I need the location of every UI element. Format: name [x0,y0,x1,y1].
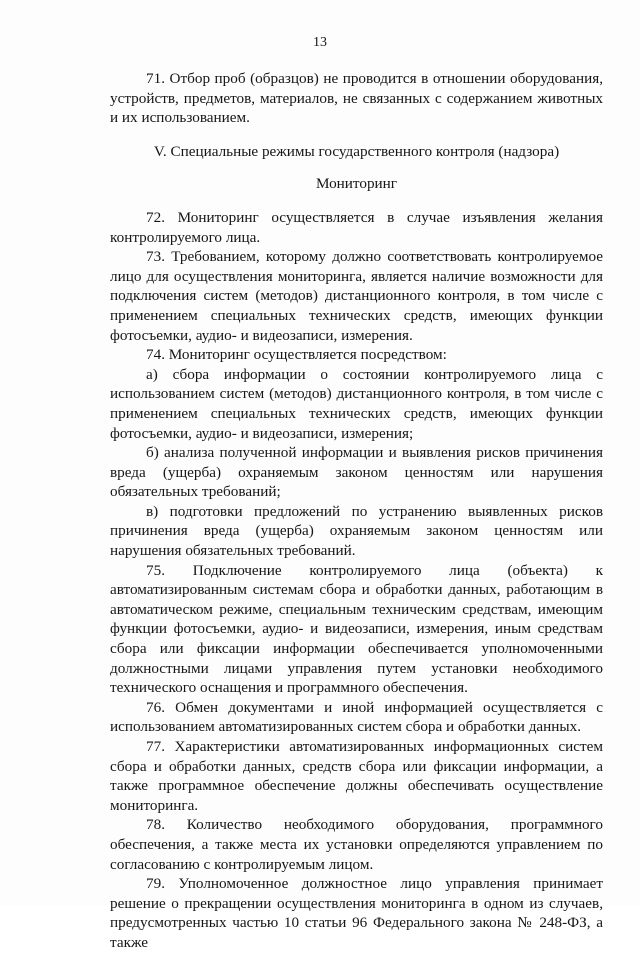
paragraph-75: 75. Подключение контролируемого лица (объекта) к автоматизированным системам сбора и обработки данных, работающим в автоматическом режиме, специальным техническим средствам, имеющим функции фотосъемки, аудио- и видеозаписи, измерения, иным средствам сбора или фиксации информации обеспечивается уполномоченными должностными лицами управления путем установки необходимого технического оснащения и программного обеспечения. [110,561,603,697]
page-number: 13 [313,35,327,50]
paragraph-79: 79. Уполномоченное должностное лицо управления принимает решение о прекращении осуществления мониторинга в одном из случаев, предусмотренных частью 10 статьи 96 Федерального закона № 248-ФЗ, а также [110,875,603,951]
section-heading: V. Специальные режимы государственного контроля (надзора) [153,142,560,160]
paragraph-77: 77. Характеристики автоматизированных информационных систем сбора и обработки данных, средств сбора или фиксации информации, а также программное обеспечение должны обеспечивать осуществление мониторинга. [110,738,603,814]
subparagraph-74-a: а) сбора информации о состоянии контролируемого лица с использованием систем (методов) дистанционного контроля, в том числе с применением специальных технических средств, имеющих функции фотосъемки, аудио- и видеозаписи, измерения; [110,365,603,442]
paragraph-76: 76. Обмен документами и иной информацией осуществляется с использованием автоматизированных систем сбора и обработки данных. [110,698,603,736]
paragraph-72: 72. Мониторинг осуществляется в случае изъявления желания контролируемого лица. [110,208,603,246]
document-body [110,69,603,953]
paragraph-71: 71. Отбор проб (образцов) не проводится в отношении оборудования, устройств, предметов, материалов, не связанных с содержанием животных и их использованием. [110,70,603,127]
paragraph-73: 73. Требованием, которому должно соответствовать контролируемое лицо для осуществления мониторинга, является наличие возможности для подключения систем (методов) дистанционного контроля, в том числе с применением специальных технических средств, имеющих функции фотосъемки, аудио- и видеозаписи, измерения. [110,248,603,344]
subparagraph-74-v: в) подготовки предложений по устранению выявленных рисков причинения вреда (ущерба) охраняемым законом ценностям или нарушения обязательных требований. [110,502,603,560]
subsection-heading: Мониторинг [315,175,398,193]
subparagraph-74-b: б) анализа полученной информации и выявления рисков причинения вреда (ущерба) охраняемым законом ценностям или нарушения обязательных требований; [110,444,603,501]
paragraph-78: 78. Количество необходимого оборудования, программного обеспечения, а также места их установки определяются управлением по согласованию с контролируемым лицом. [110,816,603,873]
paragraph-74: 74. Мониторинг осуществляется посредством: [146,346,447,364]
